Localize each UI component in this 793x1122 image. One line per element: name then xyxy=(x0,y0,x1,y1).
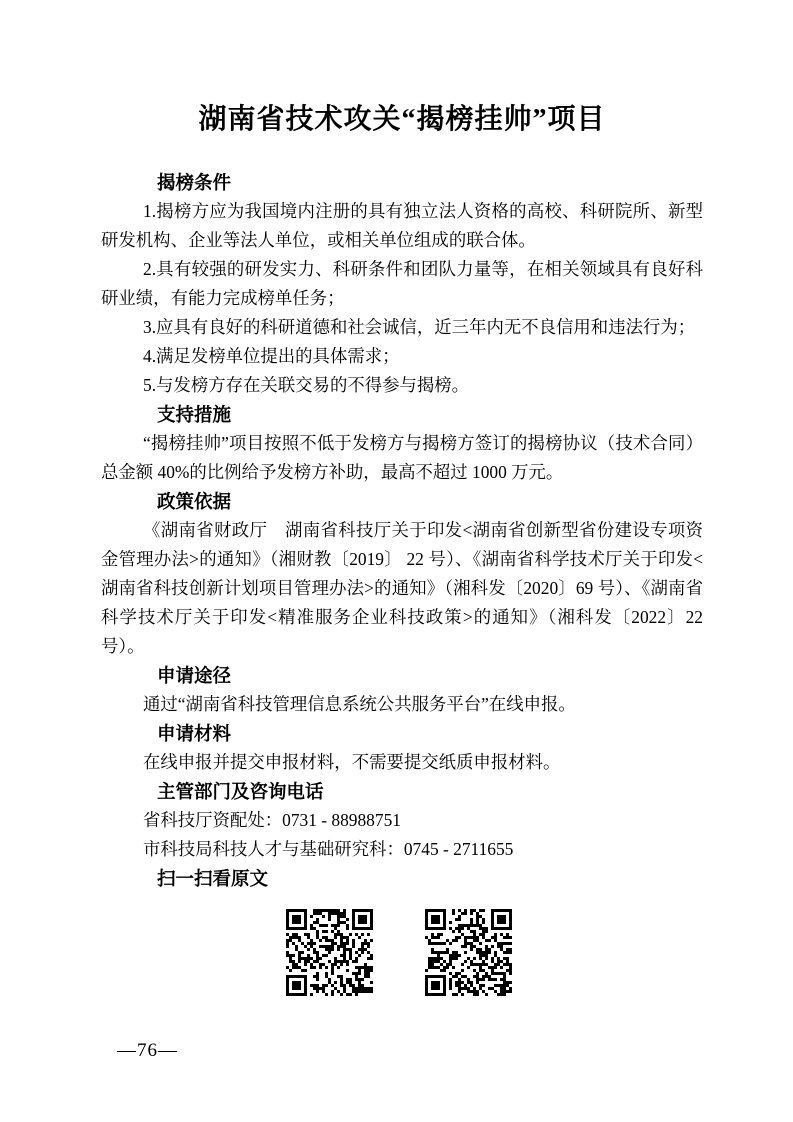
paragraph-condition-3: 3.应具有良好的科研道德和社会诚信，近三年内无不良信用和违法行为； xyxy=(143,317,696,337)
paragraph-application-channel: 通过“湖南省科技管理信息系统公共服务平台”在线申报。 xyxy=(143,694,576,714)
section-heading-scan-qr: 扫一扫看原文 xyxy=(157,868,269,889)
document-body xyxy=(101,168,703,997)
paragraph-policy-basis: 《湖南省财政厅 湖南省科技厅关于印发<湖南省创新型省份建设专项资金管理办法>的通知》（湘财教〔2019〕 22 号）、《湖南省科学技术厅关于印发<湖南省科技创新计划项目管理办法>的通知》（湘科发〔2020〕69 号）、《湖南省科学技术厅关于印发<精准服务企业科技政策>的通知》（湘科发〔2022〕22 号）。 xyxy=(101,520,703,656)
paragraph-contact-provincial: 省科技厅资配处：0731 - 88988751 xyxy=(143,810,401,830)
paragraph-condition-1: 1.揭榜方应为我国境内注册的具有独立法人资格的高校、科研院所、新型研发机构、企业等法人单位，或相关单位组成的联合体。 xyxy=(101,201,703,250)
qr-row xyxy=(286,909,703,997)
section-application-channel xyxy=(101,661,703,719)
paragraph-condition-2: 2.具有较强的研发实力、科研条件和团队力量等，在相关领域具有良好科研业绩，有能力完成榜单任务； xyxy=(101,259,703,308)
section-unveiling-conditions xyxy=(101,168,703,400)
page-number: —76— xyxy=(117,1040,178,1061)
qr-code-original-article-2-icon xyxy=(425,909,512,996)
section-policy-basis xyxy=(101,487,703,661)
paragraph-condition-4: 4.满足发榜单位提出的具体需求； xyxy=(143,346,400,366)
qr-code-original-article-1-icon xyxy=(286,909,373,996)
section-heading-support-measures: 支持措施 xyxy=(157,404,232,425)
section-heading-department-contacts: 主管部门及咨询电话 xyxy=(157,781,324,802)
section-scan-qr xyxy=(101,864,703,997)
paragraph-support-measures: “揭榜挂帅”项目按照不低于发榜方与揭榜方签订的揭榜协议（技术合同）总金额 40%的比例给予发榜方补助，最高不超过 1000 万元。 xyxy=(101,433,703,482)
paragraph-condition-5: 5.与发榜方存在关联交易的不得参与揭榜。 xyxy=(143,375,470,395)
section-application-materials xyxy=(101,719,703,777)
section-support-measures xyxy=(101,400,703,487)
section-heading-application-materials: 申请材料 xyxy=(157,723,232,744)
document-title: 湖南省技术攻关“揭榜挂帅”项目 xyxy=(198,104,606,135)
section-department-contacts xyxy=(101,777,703,864)
section-heading-unveiling-conditions: 揭榜条件 xyxy=(157,172,232,193)
paragraph-application-materials: 在线申报并提交申报材料，不需要提交纸质申报材料。 xyxy=(143,752,561,772)
section-heading-policy-basis: 政策依据 xyxy=(157,491,232,512)
section-heading-application-channel: 申请途径 xyxy=(157,665,232,686)
paragraph-contact-municipal: 市科技局科技人才与基础研究科：0745 - 2711655 xyxy=(143,839,514,859)
